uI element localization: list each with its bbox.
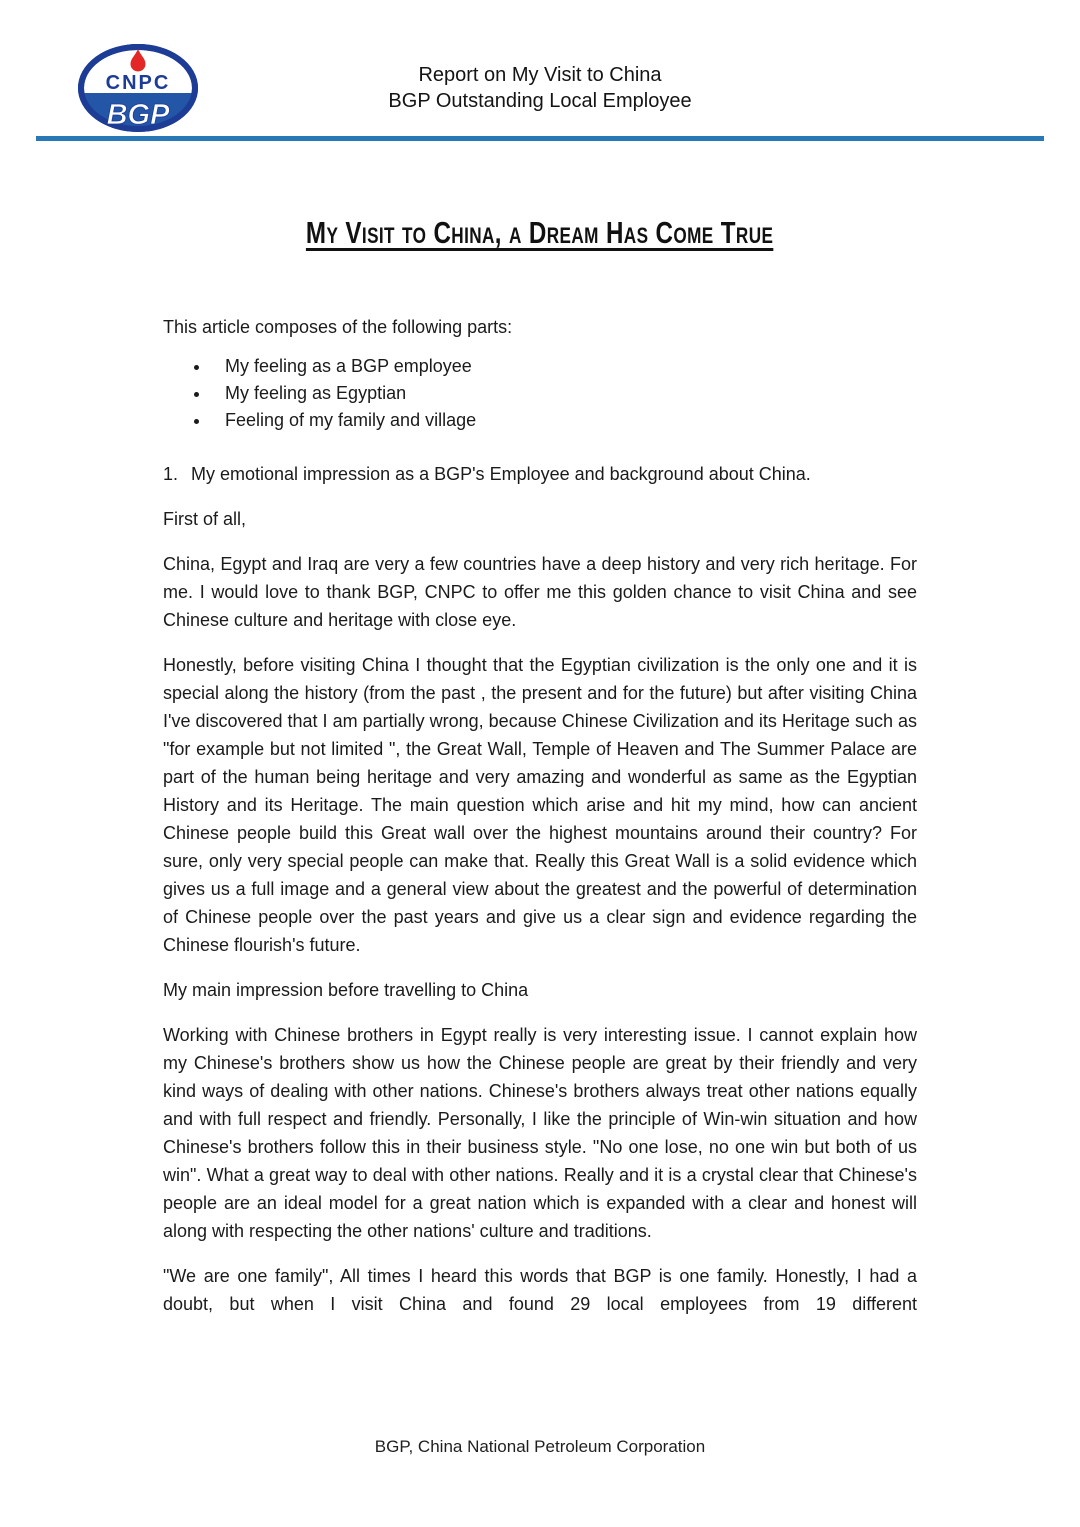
intro-line: This article composes of the following parts: [163,317,513,337]
bullet-item: • My feeling as a BGP employee [211,353,917,380]
section-heading [163,460,917,488]
paragraph-working-with-chinese-brothers: Working with Chinese brothers in Egypt really is very interesting issue. I cannot explain how my Chinese's brothers show us how the Chinese people are great by their friendly and very kind ways of dealing with other nations. Chinese's brothers always treat other nations equally and with full respect and friendly. Personally, I like the principle of Win-win situation and how Chinese's brothers follow this in their business style. "No one lose, no one win but both of us win". What a great way to deal with other nations. Really and it is a crystal clear that Chinese's people are an ideal model for a great nation which is expanded with a clear and honest will along with respecting the other nations' culture and traditions. [163,1025,917,1241]
footer-text: BGP, China National Petroleum Corporation [374,1437,706,1456]
subheading-main-impression: My main impression before travelling to China [163,980,529,1000]
section-title: My emotional impression as a BGP's Employee and background about China. [191,464,811,484]
header-line-2: BGP Outstanding Local Employee [388,90,692,112]
paragraph-china-egypt-iraq: China, Egypt and Iraq are very a few countries have a deep history and very rich heritage. For me. I would love to thank BGP, CNPC to offer me this golden chance to visit China and see Chinese culture and heritage with close eye. [163,554,917,630]
header-divider [36,136,1044,141]
bullet-list [163,353,917,434]
page-header [0,0,1080,136]
paragraph-we-are-one-family: "We are one family", All times I heard this words that BGP is one family. Honestly, I had a doubt, but when I visit China and found 29 local employees from 19 different [163,1266,917,1314]
header-line-1: Report on My Visit to China [418,64,662,86]
paragraph-first-of-all: First of all, [163,509,247,529]
document-title [163,215,917,251]
document-body [163,215,917,1318]
cnpc-bgp-logo-icon [74,42,202,134]
logo-cnpc-text: CNPC [105,72,171,94]
logo-bgp-text: BGP [106,99,170,131]
section-number: 1. [163,464,179,484]
document-title-text: My Visit to China, a Dream Has Come True [306,215,774,250]
bullet-item: • My feeling as Egyptian [211,380,917,407]
bullet-item: • Feeling of my family and village [211,407,917,434]
page-footer [0,1436,1080,1458]
paragraph-honestly-before-visiting: Honestly, before visiting China I thought that the Egyptian civilization is the only one and it is special along the history (from the past , the present and for the future) but after visiting China I've discovered that I am partially wrong, because Chinese Civilization and its Heritage such as "for example but not limited ", the Great Wall, Temple of Heaven and The Summer Palace are part of the human being heritage and very amazing and wonderful as same as the Egyptian History and its Heritage. The main question which arise and hit my mind, how can ancient Chinese people build this Great wall over the highest mountains around their country? For sure, only very special people can make that. Really this Great Wall is a solid evidence which gives us a full image and a general view about the greatest and the powerful of determination of Chinese people over the past years and give us a clear sign and evidence regarding the Chinese flourish's future. [163,655,917,955]
